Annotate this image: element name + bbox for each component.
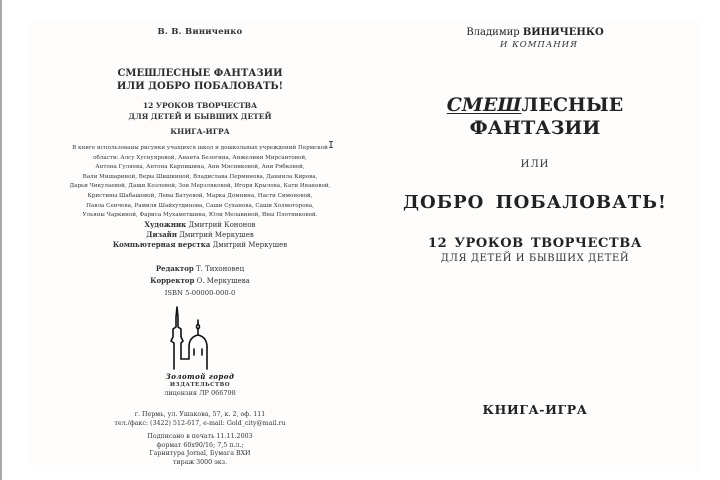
right-title-line <box>370 94 700 117</box>
staff-name: Дмитрий Меркушев <box>179 231 254 239</box>
staff-credits <box>30 220 370 250</box>
note-line: Кристины Шабашовой, Левы Батуевой, Марка Домнина, Насти Симоновой, <box>87 192 313 199</box>
note-line: Дарьи Чикулаевой, Даши Козловой, Зои Мерзляковой, Игоря Крылова, Кати Ивановой, <box>69 183 331 190</box>
title-italic-part: СМЕШ <box>446 94 522 116</box>
right-company: И КОМПАНИЯ <box>500 40 578 50</box>
note-line: В книге использованы рисунки учащихся школ и дошкольных учреждений Пермской <box>72 145 328 151</box>
print-info <box>30 433 370 467</box>
author-first-name: Владимир <box>466 27 520 38</box>
right-author <box>370 27 700 38</box>
isbn: ISBN 5-00000-000-0 <box>164 289 236 297</box>
right-lessons: 12 УРОКОВ ТВОРЧЕСТВА <box>427 236 643 251</box>
publisher-name: Золотой город <box>165 372 235 381</box>
note-line: Ульяны Чаркиной, Фариса Мухаметшина, Юли Мелавиной, Яны Плотниковой. <box>82 212 318 219</box>
staff-role: Дизайн <box>146 230 177 239</box>
illustrations-note <box>30 144 370 221</box>
publisher-address <box>30 410 370 428</box>
publisher-license: лицензия ЛР 066798 <box>164 389 236 397</box>
left-subtitle-line: 12 УРОКОВ ТВОРЧЕСТВА <box>142 101 258 110</box>
editor-credit <box>30 275 370 287</box>
staff-role: Компьютерная верстка <box>112 240 211 249</box>
editor-role: Редактор <box>155 264 194 273</box>
note-line: Антона Гуляева, Антона Карпишина, Ани Мясниковой, Ани Рябковой, <box>95 164 305 171</box>
staff-name: Дмитрий Меркушев <box>212 241 288 249</box>
note-line: Вали Мишариной, Веры Шишкиной, Владислава Перминова, Даниила Кирова, <box>82 173 318 180</box>
editor-credit <box>30 263 370 275</box>
print-info-line: Гарнитура Jornal, Бумага ВХИ <box>149 450 251 457</box>
print-info-line: Подписано в печать 11.11.2003 <box>147 433 253 440</box>
left-title-line: ИЛИ ДОБРО ПОБАЛОВАТЬ! <box>116 81 284 92</box>
right-genre: КНИГА-ИГРА <box>482 402 588 417</box>
address-line: г. Пермь, ул. Ушакова, 57, к. 2, оф. 111 <box>134 411 266 418</box>
staff-credit <box>30 240 370 250</box>
print-info-line: формат 60х90/16; 7,5 п.л.; <box>156 441 244 449</box>
title-rest-part: ЛЕСНЫЕ <box>521 94 624 116</box>
left-title-line: СМЕШЛЕСНЫЕ ФАНТАЗИИ <box>117 68 283 79</box>
publisher-label: ИЗДАТЕЛЬСТВО <box>169 382 231 388</box>
staff-name: Дмитрий Кононов <box>188 221 256 229</box>
right-title <box>370 94 700 140</box>
editor-credits <box>30 263 370 287</box>
window-left-border <box>0 0 2 480</box>
text-cursor-icon: I <box>328 140 335 151</box>
address-line: тел./факс: (3422) 512-617, e-mail: Gold_city@mail.ru <box>114 420 286 427</box>
editor-role: Корректор <box>150 276 195 285</box>
book-spread <box>30 20 700 470</box>
left-author: В. В. Виниченко <box>157 27 243 37</box>
print-info-line: тираж 3000 экз. <box>172 458 228 466</box>
staff-credit <box>30 230 370 240</box>
left-subtitle <box>30 101 370 122</box>
staff-credit <box>30 220 370 230</box>
note-line: Павла Сенчева, Рамиля Шайхутдинова, Саши Суханова, Саши Холмогорова, <box>86 202 314 209</box>
editor-name: О. Меркушева <box>196 277 250 285</box>
right-audience: ДЛЯ ДЕТЕЙ И БЫВШИХ ДЕТЕЙ <box>440 253 630 264</box>
right-title-line: ФАНТАЗИИ <box>469 117 601 139</box>
left-page-imprint <box>30 20 370 470</box>
church-logo-icon <box>160 303 220 373</box>
left-genre: КНИГА-ИГРА <box>170 127 230 136</box>
editor-name: Т. Тихоновец <box>196 265 245 273</box>
left-title <box>30 67 370 93</box>
staff-role: Художник <box>144 220 187 229</box>
author-last-name: ВИНИЧЕНКО <box>522 27 604 38</box>
left-subtitle-line: ДЛЯ ДЕТЕЙ И БЫВШИХ ДЕТЕЙ <box>128 111 272 121</box>
note-line: области: Алсу Хуснуяровой, Ананта Безогина, Анжелики Мирсаитовой, <box>93 154 307 161</box>
right-page-title <box>370 20 700 470</box>
right-or: ИЛИ <box>520 159 550 170</box>
right-welcome: ДОБРО ПОБАЛОВАТЬ! <box>403 192 667 213</box>
